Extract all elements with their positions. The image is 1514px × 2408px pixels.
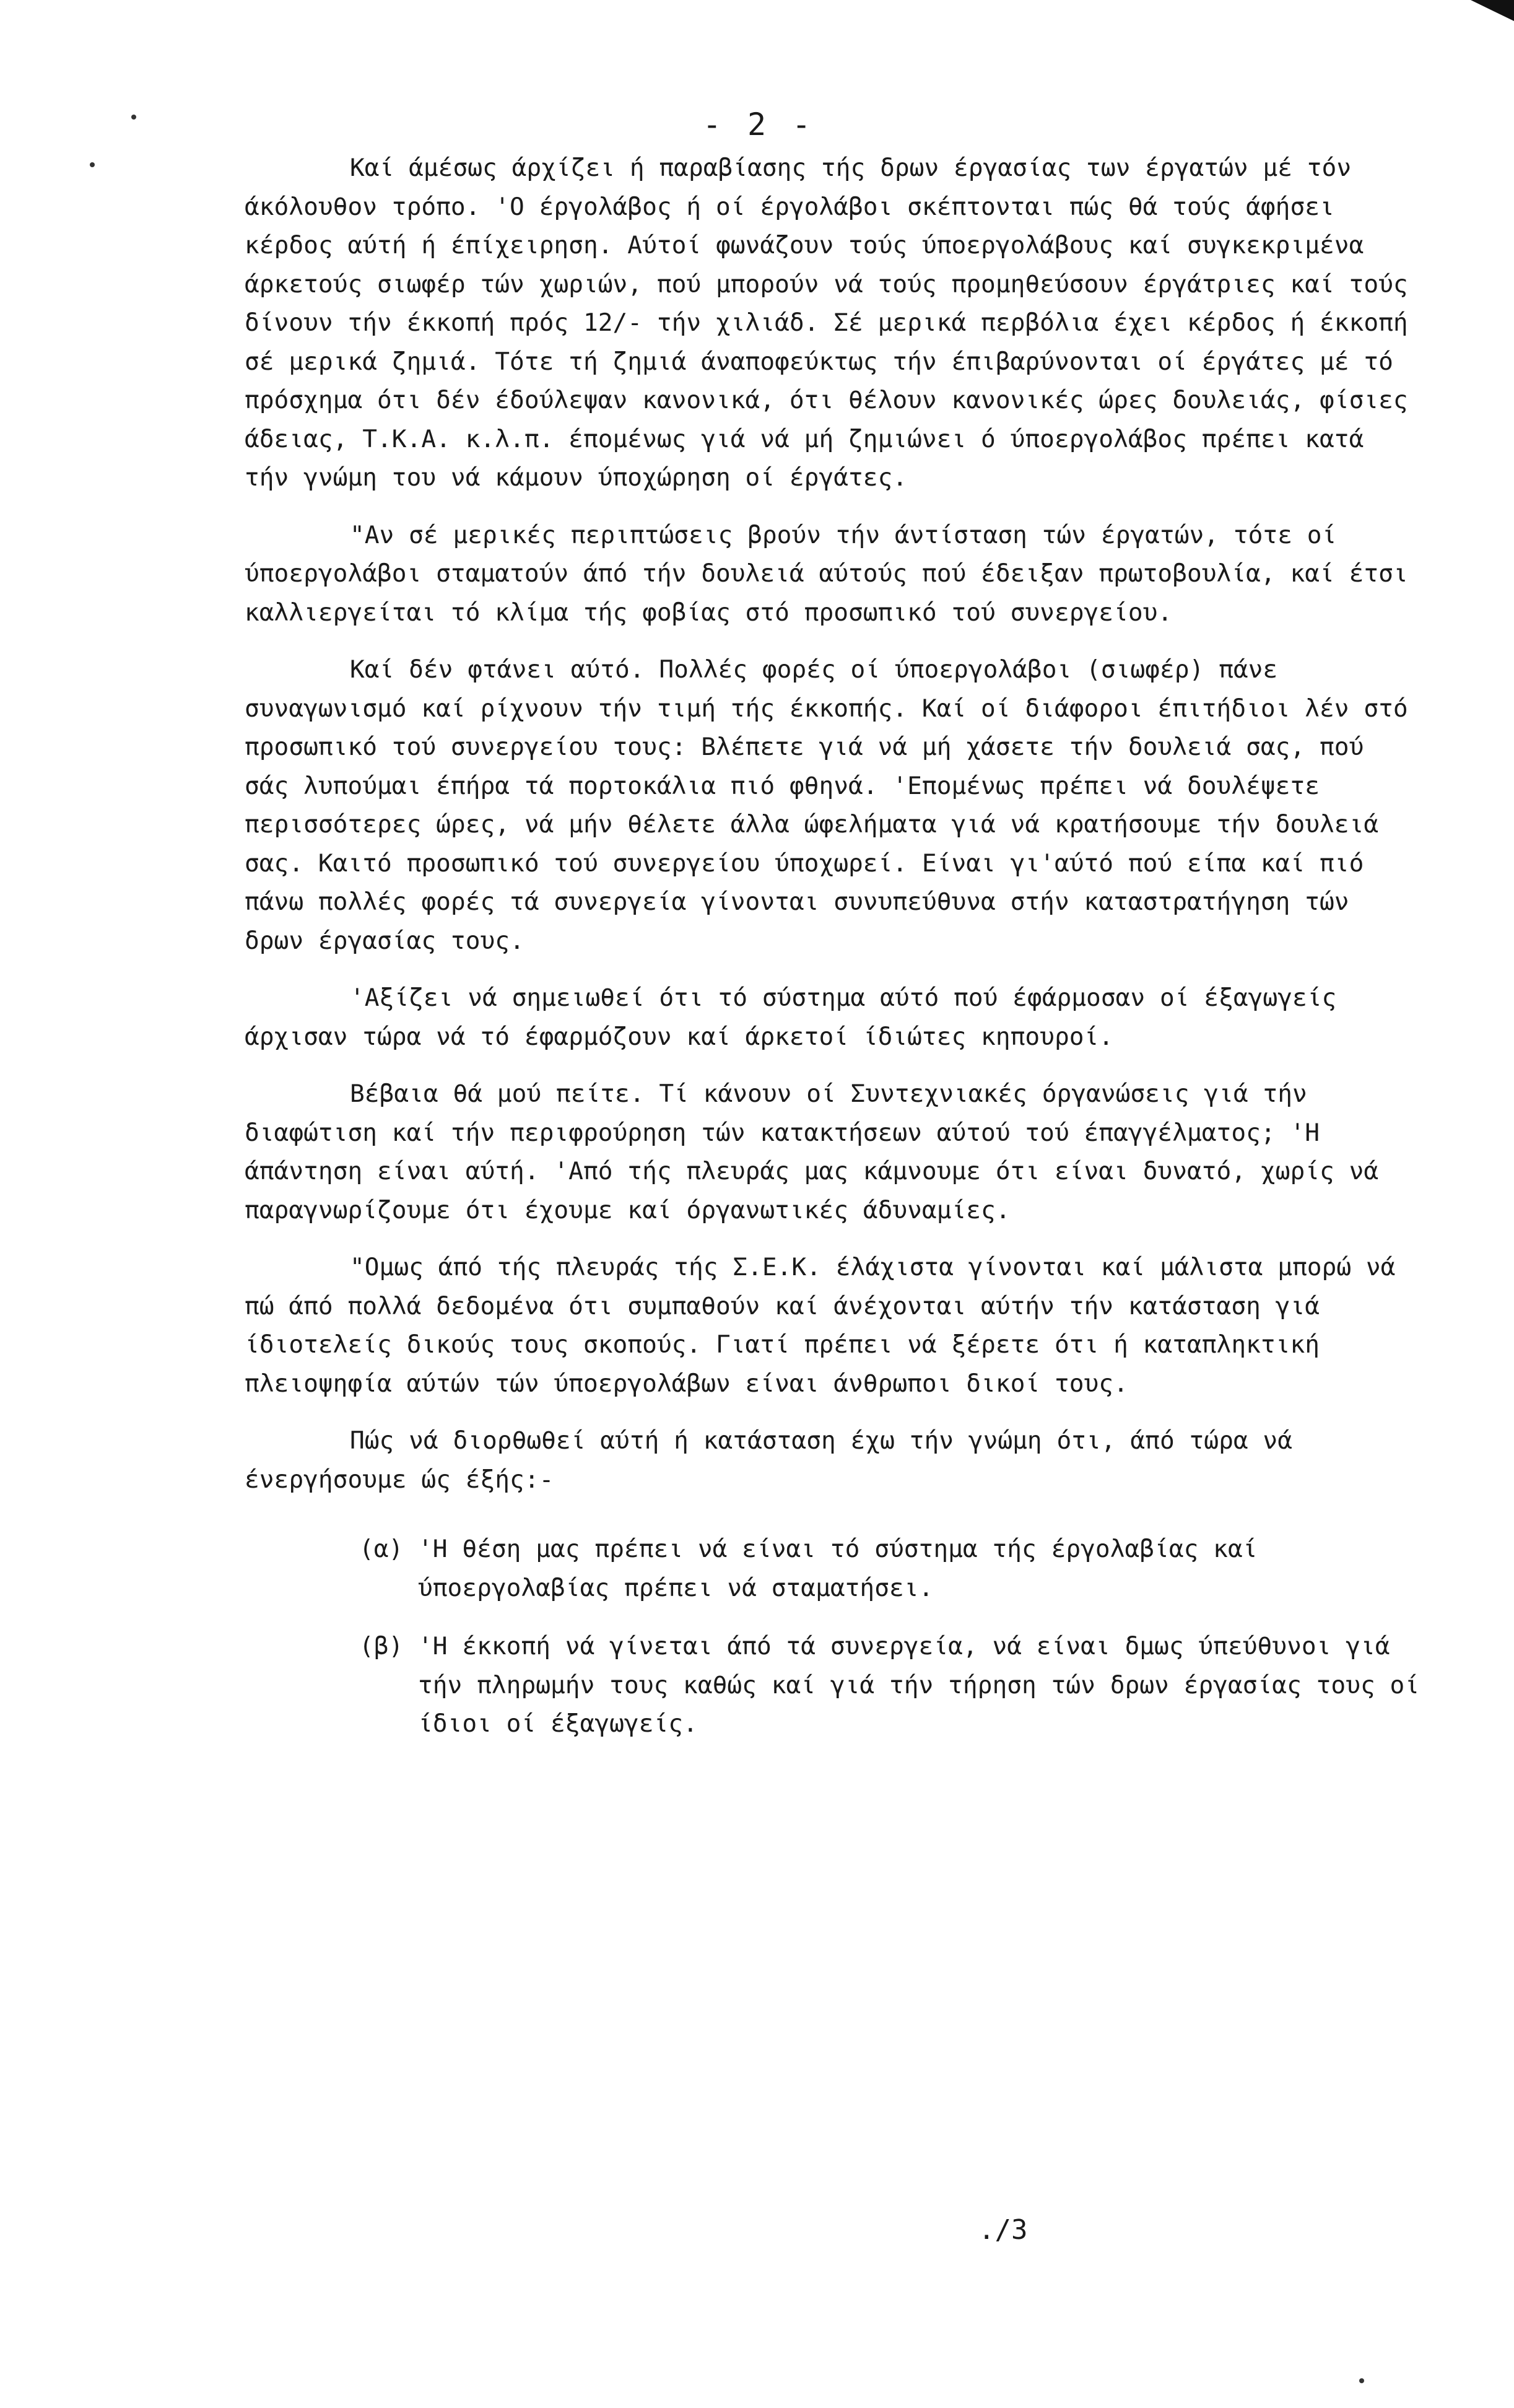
paragraph: Πώς νά διορθωθεί αύτή ή κατάσταση έχω τήν γνώμη ότι, άπό τώρα νά ένεργήσουμε ώς έξής:- — [245, 1426, 1292, 1494]
paragraph: "Ομως άπό τής πλευράς τής Σ.Ε.Κ. έλάχιστα γίνονται καί μάλιστα μπορώ νά πώ άπό πολλά δεδομένα ότι συμπαθούν καί άνέχονται αύτήν τήν κατάσταση γιά ίδιοτελείς δικούς τους σκοπούς. Γιατί πρέπει νά ξέρετε ότι ή καταπληκτική πλειοψηφία αύτών τών ύποεργολάβων είναι άνθρωποι δικοί τους. — [245, 1253, 1396, 1398]
scan-speck — [90, 162, 95, 167]
page-number: - 2 - — [702, 107, 815, 142]
list-item — [359, 1627, 1421, 1743]
paragraph: 'Αξίζει νά σημειωθεί ότι τό σύστημα αύτό πού έφάρμοσαν οί έξαγωγείς άρχισαν τώρα νά τό έφαρμόζουν καί άρκετοί ίδιώτες κηπουροί. — [245, 984, 1337, 1051]
scan-corner-mark — [1471, 0, 1514, 21]
scan-speck — [131, 115, 136, 120]
list-item — [359, 1530, 1421, 1607]
paragraph: Καί δέν φτάνει αύτό. Πολλές φορές οί ύποεργολάβοι (σιωφέρ) πάνε συναγωνισμό καί ρίχνουν τήν τιμή τής έκκοπής. Καί οί διάφοροι έπιτήδιοι λέν στό προσωπικό τού συνεργείου τους: Βλέπετε γιά νά μή χάσετε τήν δουλειά σας, πού σάς λυπούμαι έπήρα τά πορτοκάλια πιό φθηνά. 'Επομένως πρέπει νά δουλέψετε περισσότερες ώρες, νά μήν θέλετε άλλα ώφελήματα γιά νά κρατήσουμε τήν δουλειά σας. Καιτό προσωπικό τού συνεργείου ύποχωρεί. Είναι γι'αύτό πού είπα καί πιό πάνω πολλές φορές τά συνεργεία γίνονται συνυπεύθυνα στήν καταστρατήγηση τών δρων έργασίας τους. — [245, 655, 1408, 955]
numbered-list — [359, 1530, 1421, 1743]
list-item-text: 'Η θέση μας πρέπει νά είναι τό σύστημα τής έργολαβίας καί ύποεργολαβίας πρέπει νά σταματήσει. — [418, 1535, 1258, 1602]
scan-speck — [1359, 2378, 1364, 2383]
continued-marker: ./3 — [978, 2214, 1028, 2246]
body-text — [245, 149, 1421, 1763]
list-item-text: 'Η έκκοπή νά γίνεται άπό τά συνεργεία, νά είναι δμως ύπεύθυνοι γιά τήν πληρωμήν τους καθώς καί γιά τήν τήρηση τών δρων έργασίας τους οί ίδιοι οί έξαγωγείς. — [418, 1632, 1420, 1738]
paragraph: Βέβαια θά μού πείτε. Τί κάνουν οί Συντεχνιακές όργανώσεις γιά τήν διαφώτιση καί τήν περιφρούρηση τών κατακτήσεων αύτού τού έπαγγέλματος; 'Η άπάντηση είναι αύτή. 'Από τής πλευράς μας κάμνουμε ότι είναι δυνατό, χωρίς νά παραγνωρίζουμε ότι έχουμε καί όργανωτικές άδυναμίες. — [245, 1080, 1379, 1224]
paragraph: "Αν σέ μερικές περιπτώσεις βρούν τήν άντίσταση τών έργατών, τότε οί ύποεργολάβοι σταματούν άπό τήν δουλειά αύτούς πού έδειξαν πρωτοβουλία, καί έτσι καλλιεργείται τό κλίμα τής φοβίας στό προσωπικό τού συνεργείου. — [245, 520, 1408, 627]
list-marker: (α) — [359, 1535, 404, 1563]
list-marker: (β) — [359, 1632, 404, 1660]
paragraph: Καί άμέσως άρχίζει ή παραβίασης τής δρων έργασίας των έργατών μέ τόν άκόλουθον τρόπο. 'Ο έργολάβος ή οί έργολάβοι σκέπτονται πώς θά τούς άφήσει κέρδος αύτή ή έπίχειρηση. Αύτοί φωνάζουν τούς ύποεργολάβους καί συγκεκριμένα άρκετούς σιωφέρ τών χωριών, πού μπορούν νά τούς προμηθεύσουν έργάτριες καί τούς δίνουν τήν έκκοπή πρός 12/- τήν χιλιάδ. Σέ μερικά περβόλια έχει κέρδος ή έκκοπή σέ μερικά ζημιά. Τότε τή ζημιά άναποφεύκτως τήν έπιβαρύνονται οί έργάτες μέ τό πρόσχημα ότι δέν έδούλεψαν κανονικά, ότι θέλουν κανονικές ώρες δουλειάς, φίσιες άδειας, Τ.Κ.Α. κ.λ.π. έπομένως γιά νά μή ζημιώνει ό ύποεργολάβος πρέπει κατά τήν γνώμη του νά κάμουν ύποχώρηση οί έργάτες. — [245, 154, 1408, 492]
